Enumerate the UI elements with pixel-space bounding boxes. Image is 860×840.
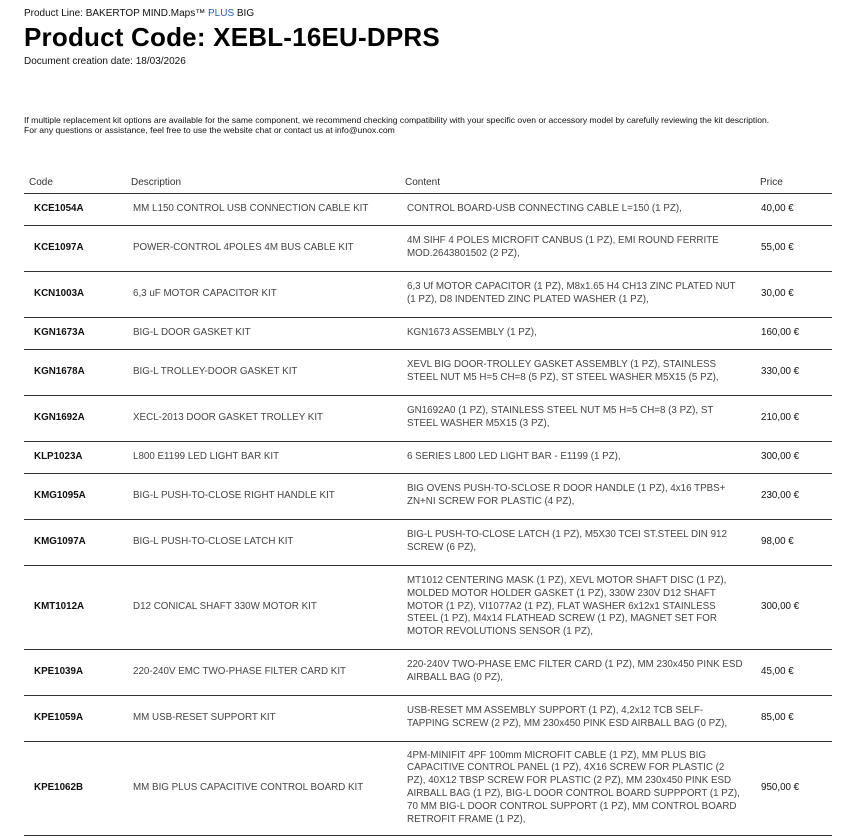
table-header-row: [24, 170, 832, 193]
table-row: [24, 473, 832, 519]
cell-code: KMT1012A: [24, 565, 126, 649]
cell-code: KGN1673A: [24, 317, 126, 349]
cell-content: CONTROL BOARD-USB CONNECTING CABLE L=150 (1 PZ),: [400, 193, 755, 225]
cell-content: XEVL BIG DOOR-TROLLEY GASKET ASSEMBLY (1 PZ), STAINLESS STEEL NUT M5 H=5 CH=8 (5 PZ), ST STEEL WASHER M5X15 (5 PZ),: [400, 349, 755, 395]
cell-description: 220-240V EMC TWO-PHASE FILTER CARD KIT: [126, 649, 400, 695]
cell-description: BIG-L PUSH-TO-CLOSE RIGHT HANDLE KIT: [126, 473, 400, 519]
cell-description: 6,3 uF MOTOR CAPACITOR KIT: [126, 271, 400, 317]
cell-price: 950,00 €: [755, 741, 832, 835]
cell-price: 98,00 €: [755, 519, 832, 565]
table-row: [24, 565, 832, 649]
product-line-plus: PLUS: [207, 8, 235, 19]
table-row: [24, 741, 832, 835]
table-row: [24, 225, 832, 271]
cell-price: 230,00 €: [755, 473, 832, 519]
cell-description: XECL-2013 DOOR GASKET TROLLEY KIT: [126, 395, 400, 441]
cell-price: 210,00 €: [755, 395, 832, 441]
cell-description: L800 E1199 LED LIGHT BAR KIT: [126, 441, 400, 473]
table-row: [24, 395, 832, 441]
cell-price: 330,00 €: [755, 349, 832, 395]
cell-content: GN1692A0 (1 PZ), STAINLESS STEEL NUT M5 H=5 CH=8 (3 PZ), ST STEEL WASHER M5X15 (3 PZ),: [400, 395, 755, 441]
cell-content: KGN1673 ASSEMBLY (1 PZ),: [400, 317, 755, 349]
cell-description: BIG-L DOOR GASKET KIT: [126, 317, 400, 349]
cell-description: BIG-L TROLLEY-DOOR GASKET KIT: [126, 349, 400, 395]
product-code-value: XEBL-16EU-DPRS: [213, 22, 440, 52]
compatibility-notice: [24, 115, 832, 135]
table-row: [24, 695, 832, 741]
cell-content: USB-RESET MM ASSEMBLY SUPPORT (1 PZ), 4,2x12 TCB SELF-TAPPING SCREW (2 PZ), MM 230x450 PINK ESD AIRBALL BAG (0 PZ),: [400, 695, 755, 741]
cell-price: 45,00 €: [755, 649, 832, 695]
cell-code: KGN1692A: [24, 395, 126, 441]
cell-content: BIG-L PUSH-TO-CLOSE LATCH (1 PZ), M5X30 TCEI ST.STEEL DIN 912 SCREW (6 PZ),: [400, 519, 755, 565]
table-row: [24, 317, 832, 349]
cell-code: KMG1095A: [24, 473, 126, 519]
cell-price: 300,00 €: [755, 441, 832, 473]
cell-code: KPE1059A: [24, 695, 126, 741]
table-row: [24, 271, 832, 317]
cell-description: POWER-CONTROL 4POLES 4M BUS CABLE KIT: [126, 225, 400, 271]
cell-description: MM BIG PLUS CAPACITIVE CONTROL BOARD KIT: [126, 741, 400, 835]
cell-description: MM USB-RESET SUPPORT KIT: [126, 695, 400, 741]
cell-price: 300,00 €: [755, 565, 832, 649]
cell-content: MT1012 CENTERING MASK (1 PZ), XEVL MOTOR SHAFT DISC (1 PZ), MOLDED MOTOR HOLDER GASKET (1 PZ), 330W 230V D12 SHAFT MOTOR (1 PZ), VI1077A2 (1 PZ), FLAT WASHER 6x12x1 STAINLESS STEEL (1 PZ), M4x14 FLATHEAD SCREW (1 PZ), MAGNET SET FOR MOTOR REVOLUTIONS SENSOR (1 PZ),: [400, 565, 755, 649]
table-row: [24, 349, 832, 395]
cell-code: KMG1097A: [24, 519, 126, 565]
cell-content: 6 SERIES L800 LED LIGHT BAR - E1199 (1 PZ),: [400, 441, 755, 473]
column-header-description: Description: [126, 170, 400, 193]
cell-code: KCN1003A: [24, 271, 126, 317]
cell-code: KPE1039A: [24, 649, 126, 695]
column-header-content: Content: [400, 170, 755, 193]
cell-content: BIG OVENS PUSH-TO-SCLOSE R DOOR HANDLE (1 PZ), 4x16 TPBS+ ZN+NI SCREW FOR PLASTIC (4 PZ),: [400, 473, 755, 519]
cell-code: KCE1097A: [24, 225, 126, 271]
cell-content: 4M SIHF 4 POLES MICROFIT CANBUS (1 PZ), EMI ROUND FERRITE MOD.2643801502 (2 PZ),: [400, 225, 755, 271]
column-header-code: Code: [24, 170, 126, 193]
creation-date-label: Document creation date:: [24, 56, 133, 67]
cell-description: MM L150 CONTROL USB CONNECTION CABLE KIT: [126, 193, 400, 225]
product-line-size: BIG: [236, 8, 255, 19]
creation-date-value: 18/03/2026: [135, 56, 186, 67]
table-row: [24, 519, 832, 565]
cell-price: 55,00 €: [755, 225, 832, 271]
cell-price: 40,00 €: [755, 193, 832, 225]
notice-line-1: If multiple replacement kit options are available for the same component, we recommend checking compatibility with your specific oven or accessory model by carefully reviewing the kit description.: [24, 115, 770, 125]
cell-code: KLP1023A: [24, 441, 126, 473]
cell-code: KCE1054A: [24, 193, 126, 225]
column-header-price: Price: [755, 170, 832, 193]
page-title: [24, 22, 440, 53]
cell-price: 160,00 €: [755, 317, 832, 349]
product-code-label: Product Code:: [24, 22, 206, 52]
cell-content: 220-240V TWO-PHASE EMC FILTER CARD (1 PZ), MM 230x450 PINK ESD AIRBALL BAG (0 PZ),: [400, 649, 755, 695]
product-line: [24, 8, 254, 19]
notice-line-2: For any questions or assistance, feel free to use the website chat or contact us at info@unox.com: [24, 125, 395, 135]
table-body: [24, 193, 832, 835]
spare-parts-table: [24, 170, 832, 836]
product-line-brand: BAKERTOP MIND.Maps™: [85, 8, 206, 19]
table-row: [24, 441, 832, 473]
cell-price: 30,00 €: [755, 271, 832, 317]
table-row: [24, 649, 832, 695]
cell-description: D12 CONICAL SHAFT 330W MOTOR KIT: [126, 565, 400, 649]
cell-content: 6,3 Uf MOTOR CAPACITOR (1 PZ), M8x1.65 H4 CH13 ZINC PLATED NUT (1 PZ), D8 INDENTED ZINC PLATED WASHER (1 PZ),: [400, 271, 755, 317]
creation-date: [24, 56, 186, 67]
cell-code: KPE1062B: [24, 741, 126, 835]
table-row: [24, 193, 832, 225]
cell-content: 4PM-MINIFIT 4PF 100mm MICROFIT CABLE (1 PZ), MM PLUS BIG CAPACITIVE CONTROL PANEL (1 PZ), 4X16 SCREW FOR PLASTIC (2 PZ), 40X12 TBSP SCREW FOR PLASTIC (2 PZ), MM 230x450 PINK ESD AIRBALL BAG (1 PZ), BIG-L DOOR CONTROL BOARD SUPPPORT (1 PZ), 70 MM BIG-L DOOR CONTROL SUPPORT (1 PZ), MM CONTROL BOARD RETROFIT FRAME (1 PZ),: [400, 741, 755, 835]
cell-price: 85,00 €: [755, 695, 832, 741]
product-line-label: Product Line:: [24, 8, 83, 19]
cell-code: KGN1678A: [24, 349, 126, 395]
cell-description: BIG-L PUSH-TO-CLOSE LATCH KIT: [126, 519, 400, 565]
